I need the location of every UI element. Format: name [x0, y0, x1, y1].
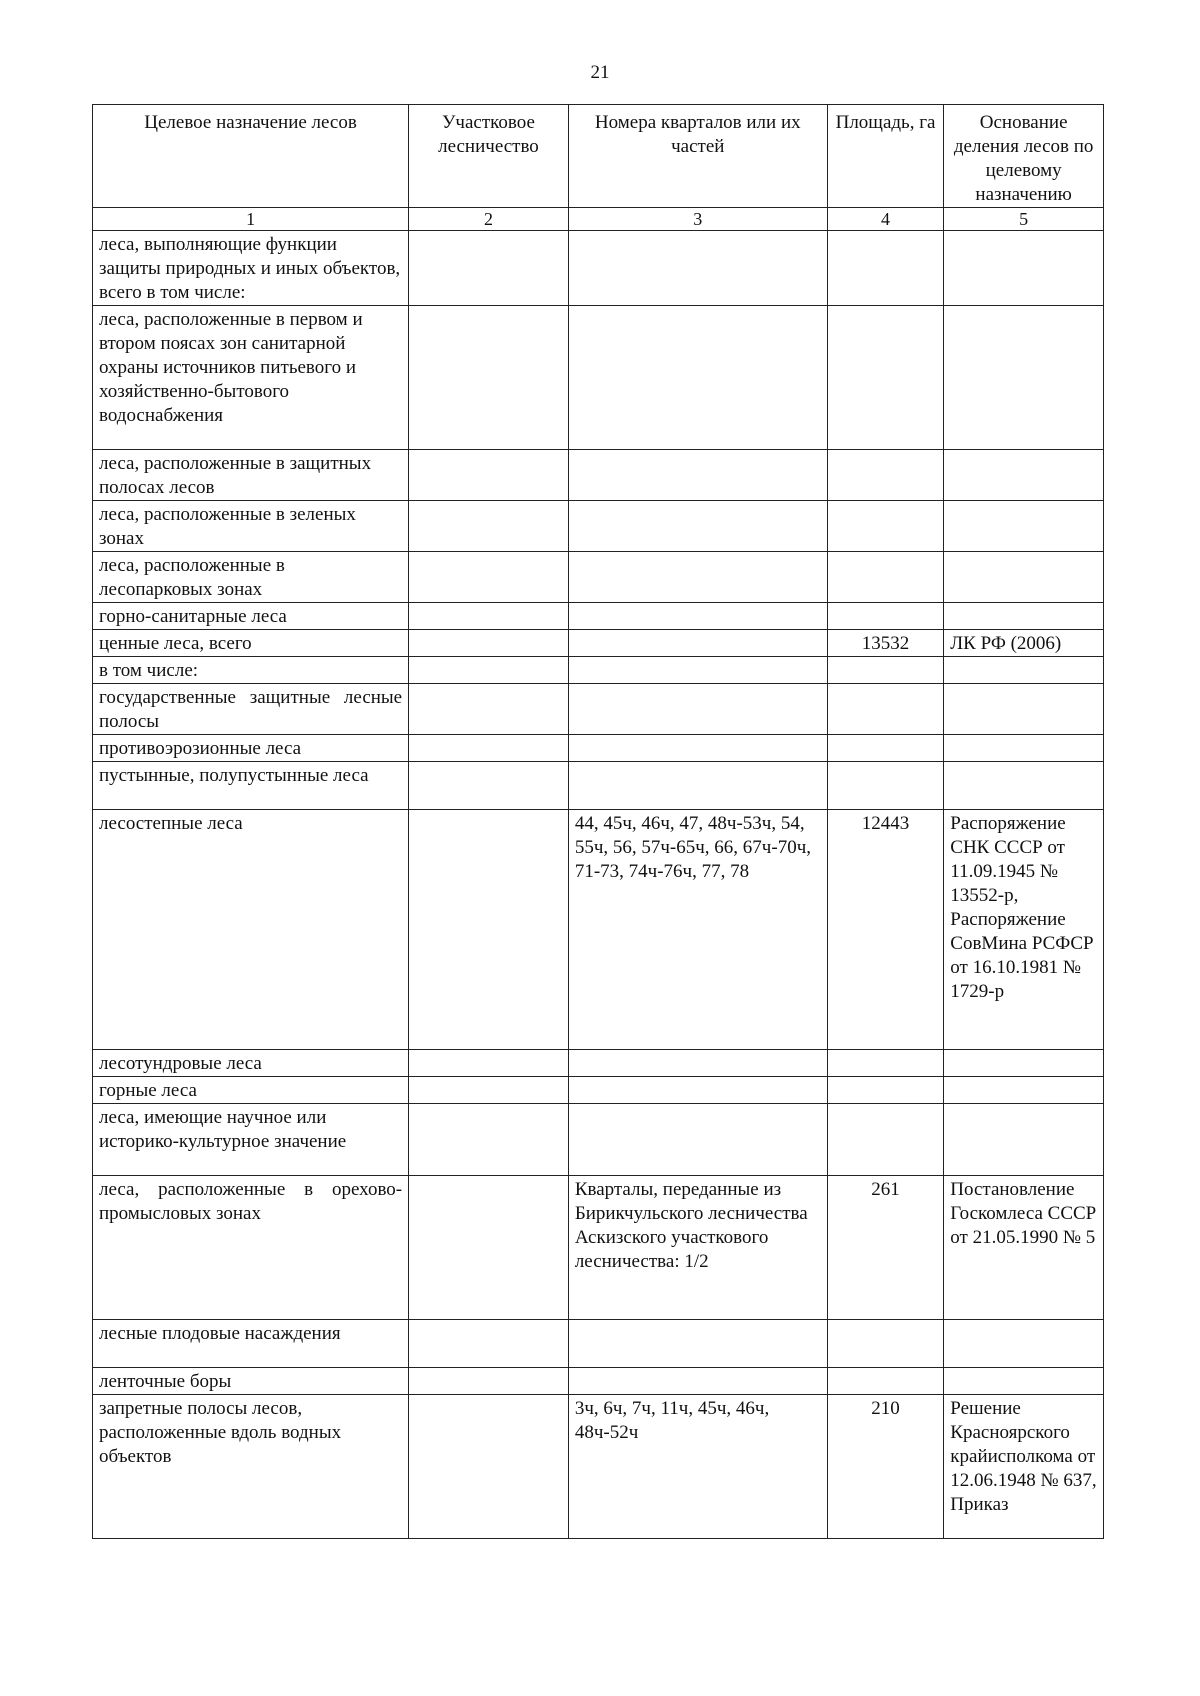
purpose-cell: леса, расположенные в защитных полосах лесов	[93, 450, 409, 501]
district-cell	[409, 1368, 569, 1395]
basis-cell: ЛК РФ (2006)	[944, 630, 1104, 657]
area-cell: 210	[827, 1395, 944, 1539]
quarters-cell	[568, 684, 827, 735]
page-number: 21	[590, 62, 610, 83]
basis-cell	[944, 657, 1104, 684]
area-cell	[827, 306, 944, 450]
basis-cell: Решение Красноярского крайисполкома от 12.06.1948 № 637, Приказ	[944, 1395, 1104, 1539]
district-cell	[409, 1176, 569, 1320]
basis-cell	[944, 1077, 1104, 1104]
area-cell: 12443	[827, 810, 944, 1050]
column-number: 4	[827, 208, 944, 231]
header-purpose: Целевое назначение лесов	[93, 105, 409, 208]
area-cell	[827, 735, 944, 762]
quarters-cell	[568, 603, 827, 630]
quarters-cell	[568, 1104, 827, 1176]
table-row	[93, 306, 1104, 450]
purpose-cell: леса, имеющие научное или историко-культурное значение	[93, 1104, 409, 1176]
forest-purpose-table	[92, 104, 1104, 1539]
purpose-cell: леса, расположенные в орехово-промысловых зонах	[93, 1176, 409, 1320]
quarters-cell: 44, 45ч, 46ч, 47, 48ч-53ч, 54, 55ч, 56, 57ч-65ч, 66, 67ч-70ч, 71-73, 74ч-76ч, 77, 78	[568, 810, 827, 1050]
district-cell	[409, 552, 569, 603]
basis-cell: Постановление Госкомлеса СССР от 21.05.1990 № 5	[944, 1176, 1104, 1320]
area-cell	[827, 1320, 944, 1368]
table-row	[93, 1395, 1104, 1539]
table-row	[93, 450, 1104, 501]
header-quarters: Номера кварталов или их частей	[568, 105, 827, 208]
purpose-cell: лесотундровые леса	[93, 1050, 409, 1077]
quarters-cell	[568, 1050, 827, 1077]
basis-cell	[944, 231, 1104, 306]
district-cell	[409, 450, 569, 501]
table-row	[93, 630, 1104, 657]
area-cell	[827, 762, 944, 810]
purpose-cell: пустынные, полупустынные леса	[93, 762, 409, 810]
purpose-cell: противоэрозионные леса	[93, 735, 409, 762]
purpose-cell: леса, выполняющие функции защиты природных и иных объектов, всего в том числе:	[93, 231, 409, 306]
purpose-cell: государственные защитные лесные полосы	[93, 684, 409, 735]
table-row	[93, 501, 1104, 552]
table-row	[93, 762, 1104, 810]
basis-cell	[944, 1368, 1104, 1395]
basis-cell	[944, 762, 1104, 810]
column-number: 1	[93, 208, 409, 231]
table-row	[93, 1368, 1104, 1395]
district-cell	[409, 810, 569, 1050]
column-number: 5	[944, 208, 1104, 231]
quarters-cell	[568, 762, 827, 810]
district-cell	[409, 501, 569, 552]
area-cell	[827, 1077, 944, 1104]
district-cell	[409, 1050, 569, 1077]
area-cell	[827, 552, 944, 603]
quarters-cell	[568, 552, 827, 603]
column-number-row	[93, 208, 1104, 231]
district-cell	[409, 1320, 569, 1368]
purpose-cell: лесостепные леса	[93, 810, 409, 1050]
basis-cell	[944, 1050, 1104, 1077]
area-cell	[827, 1050, 944, 1077]
table-row	[93, 603, 1104, 630]
basis-cell	[944, 501, 1104, 552]
table-row	[93, 1050, 1104, 1077]
district-cell	[409, 1104, 569, 1176]
column-number: 3	[568, 208, 827, 231]
purpose-cell: ленточные боры	[93, 1368, 409, 1395]
basis-cell	[944, 1104, 1104, 1176]
table-row	[93, 735, 1104, 762]
purpose-cell: горные леса	[93, 1077, 409, 1104]
quarters-cell	[568, 1320, 827, 1368]
district-cell	[409, 1395, 569, 1539]
quarters-cell	[568, 501, 827, 552]
area-cell	[827, 1368, 944, 1395]
basis-cell	[944, 552, 1104, 603]
header-district: Участковое лесничество	[409, 105, 569, 208]
district-cell	[409, 630, 569, 657]
quarters-cell	[568, 1368, 827, 1395]
table-row	[93, 684, 1104, 735]
quarters-cell	[568, 735, 827, 762]
area-cell	[827, 231, 944, 306]
district-cell	[409, 231, 569, 306]
purpose-cell: лесные плодовые насаждения	[93, 1320, 409, 1368]
table-body	[93, 231, 1104, 1539]
quarters-cell	[568, 306, 827, 450]
header-basis: Основание деления лесов по целевому назначению	[944, 105, 1104, 208]
basis-cell	[944, 450, 1104, 501]
district-cell	[409, 735, 569, 762]
district-cell	[409, 657, 569, 684]
basis-cell	[944, 603, 1104, 630]
quarters-cell	[568, 231, 827, 306]
basis-cell: Распоряжение СНК СССР от 11.09.1945 № 13552-р, Распоряжение СовМина РСФСР от 16.10.1981 № 1729-р	[944, 810, 1104, 1050]
area-cell: 13532	[827, 630, 944, 657]
purpose-cell: ценные леса, всего	[93, 630, 409, 657]
basis-cell	[944, 1320, 1104, 1368]
basis-cell	[944, 735, 1104, 762]
purpose-cell: леса, расположенные в первом и втором поясах зон санитарной охраны источников питьевого и хозяйственно-бытового водоснабжения	[93, 306, 409, 450]
table-row	[93, 1176, 1104, 1320]
area-cell	[827, 1104, 944, 1176]
quarters-cell	[568, 657, 827, 684]
table-row	[93, 1104, 1104, 1176]
area-cell	[827, 603, 944, 630]
area-cell: 261	[827, 1176, 944, 1320]
quarters-cell	[568, 1077, 827, 1104]
purpose-cell: леса, расположенные в лесопарковых зонах	[93, 552, 409, 603]
area-cell	[827, 501, 944, 552]
table-row	[93, 1077, 1104, 1104]
quarters-cell	[568, 450, 827, 501]
table-header-row	[93, 105, 1104, 208]
quarters-cell: 3ч, 6ч, 7ч, 11ч, 45ч, 46ч, 48ч-52ч	[568, 1395, 827, 1539]
table-row	[93, 231, 1104, 306]
district-cell	[409, 603, 569, 630]
district-cell	[409, 684, 569, 735]
basis-cell	[944, 684, 1104, 735]
header-area: Площадь, га	[827, 105, 944, 208]
basis-cell	[944, 306, 1104, 450]
purpose-cell: запретные полосы лесов, расположенные вдоль водных объектов	[93, 1395, 409, 1539]
quarters-cell: Кварталы, переданные из Бирикчульского лесничества Аскизского участкового лесничества: 1/2	[568, 1176, 827, 1320]
purpose-cell: в том числе:	[93, 657, 409, 684]
district-cell	[409, 306, 569, 450]
table-row	[93, 552, 1104, 603]
quarters-cell	[568, 630, 827, 657]
district-cell	[409, 1077, 569, 1104]
table-row	[93, 1320, 1104, 1368]
area-cell	[827, 684, 944, 735]
area-cell	[827, 657, 944, 684]
table-row	[93, 657, 1104, 684]
purpose-cell: горно-санитарные леса	[93, 603, 409, 630]
table-row	[93, 810, 1104, 1050]
column-number: 2	[409, 208, 569, 231]
purpose-cell: леса, расположенные в зеленых зонах	[93, 501, 409, 552]
district-cell	[409, 762, 569, 810]
area-cell	[827, 450, 944, 501]
